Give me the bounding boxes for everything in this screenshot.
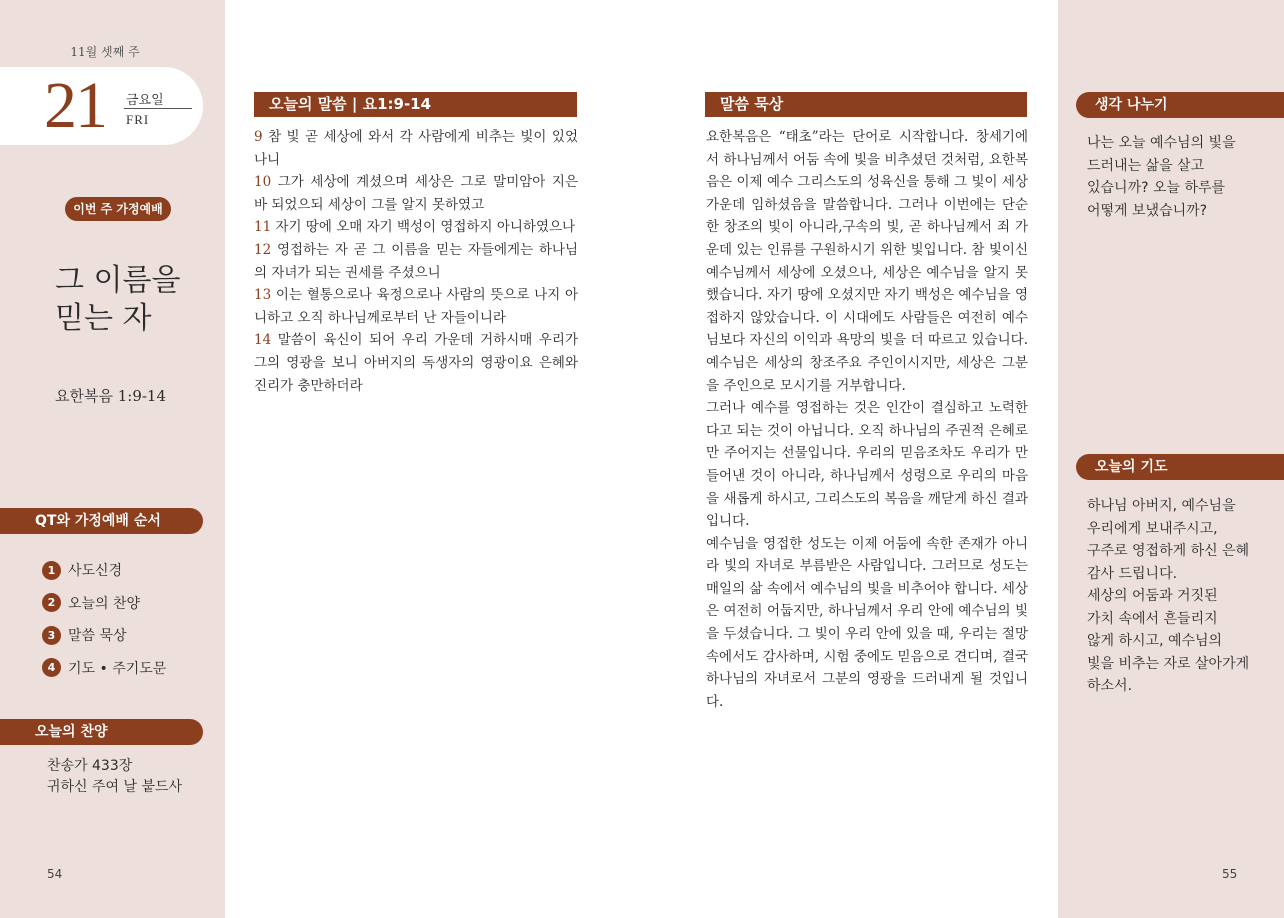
share-heading: 생각 나누기 <box>1076 92 1284 118</box>
page-number-right: 55 <box>1222 867 1238 881</box>
topic-title: 그 이름을 믿는 자 <box>55 263 181 336</box>
weekly-worship-badge: 이번 주 가정예배 <box>65 197 171 221</box>
week-label: 11월 셋째 주 <box>70 45 140 59</box>
weekday-divider <box>124 108 192 109</box>
order-heading: QT와 가정예배 순서 <box>0 508 203 534</box>
order-number-badge: 2 <box>42 593 61 612</box>
hymn-title: 귀하신 주여 날 붙드사 <box>47 779 183 795</box>
order-number-badge: 4 <box>42 658 61 677</box>
hymn-heading: 오늘의 찬양 <box>0 719 203 745</box>
meditation-heading: 말씀 묵상 <box>705 92 1027 117</box>
meditation-body <box>706 126 1028 713</box>
verse-number: 9 <box>254 129 263 145</box>
page-number-left: 54 <box>47 867 63 881</box>
share-text: 나는 오늘 예수님의 빛을 드러내는 삶을 살고 있습니까? 오늘 하루를 어떻게 보냈습니까? <box>1087 135 1236 219</box>
verse <box>254 329 578 397</box>
verse-text: 이는 혈통으로나 육정으로나 사람의 뜻으로 나지 아니하고 오직 하나님께로부터 난 자들이니라 <box>254 287 579 326</box>
date-number: 21 <box>44 69 106 142</box>
verse-number: 14 <box>254 332 272 349</box>
order-item <box>42 619 166 652</box>
order-item <box>42 652 166 685</box>
verse-number: 13 <box>254 287 272 304</box>
order-item <box>42 554 166 587</box>
verse-text: 참 빛 곧 세상에 와서 각 사람에게 비추는 빛이 있었나니 <box>254 129 578 168</box>
hymn-number: 찬송가 433장 <box>47 758 133 774</box>
weekday-english: FRI <box>126 112 150 127</box>
scripture-reference: 요한복음 1:9-14 <box>55 387 167 405</box>
verse <box>254 126 578 171</box>
prayer-heading: 오늘의 기도 <box>1076 454 1284 480</box>
verse-text: 영접하는 자 곧 그 이름을 믿는 자들에게는 하나님의 자녀가 되는 권세를 주셨으니 <box>254 241 578 281</box>
verse-text: 자기 땅에 오매 자기 백성이 영접하지 아니하였으나 <box>275 219 576 236</box>
scripture-verses <box>254 126 578 397</box>
meditation-paragraph: 요한복음은 “태초”라는 단어로 시작합니다. 창세기에서 하나님께서 어둠 속에 빛을 비추셨던 것처럼, 요한복음은 이제 예수 그리스도의 성육신을 통해 그 빛이 세상 가운데 임하셨음을 말씀합니다. 그러나 이번에는 단순한 창조의 빛이 아니라,구속의 빛, 곧 하나님께서 죄 가운데 있는 인류를 구원하시기 위한 빛입니다. 참 빛이신 예수님께서 세상에 오셨으나, 세상은 예수님을 알지 못했습니다. 자기 땅에 오셨지만 자기 백성은 예수님을 영접하지 않았습니다. 이 시대에도 사람들은 여전히 예수님보다 자신의 이익과 욕망의 빛을 더 따르고 있습니다. 예수님은 세상의 창조주요 주인이시지만, 세상은 그분을 주인으로 모시기를 거부합니다. <box>706 129 1028 394</box>
hymn-info <box>47 756 182 798</box>
order-number-badge: 1 <box>42 561 61 580</box>
prayer-text: 하나님 아버지, 예수님을 우리에게 보내주시고, 구주로 영접하게 하신 은혜 감사 드립니다. 세상의 어둠과 거짓된 가치 속에서 흔들리지 않게 하시고, 예수님의 빛을 비추는 자로 살아가게 하소서. <box>1087 498 1250 694</box>
verse <box>254 171 578 216</box>
verse-number: 10 <box>254 174 272 191</box>
verse <box>254 216 578 239</box>
meditation-paragraph: 예수님을 영접한 성도는 이제 어둠에 속한 존재가 아니라 빛의 자녀로 부름받은 사람입니다. 그러므로 성도는 매일의 삶 속에서 예수님의 빛을 비추어야 합니다. 세상은 여전히 어둡지만, 하나님께서 우리 안에 예수님의 빛을 두셨습니다. 그 빛이 우리 안에 있을 때, 우리는 절망 속에서도 감사하며, 시험 중에도 믿음으로 견디며, 결국 하나님의 자녀로서 그분의 영광을 드러내게 될 것입니다. <box>706 535 1028 710</box>
verse-number: 12 <box>254 241 272 258</box>
verse-text: 말씀이 육신이 되어 우리 가운데 거하시매 우리가 그의 영광을 보니 아버지의 독생자의 영광이요 은혜와 진리가 충만하더라 <box>254 332 578 394</box>
meditation-paragraph: 그러나 예수를 영접하는 것은 인간이 결심하고 노력한다고 되는 것이 아닙니다. 오직 하나님의 주권적 은혜로만 주어지는 선물입니다. 우리의 믿음조차도 우리가 만들어낸 것이 아니라, 하나님께서 성령으로 우리의 마음을 새롭게 하시고, 그리스도의 복음을 깨닫게 하신 결과입니다. <box>706 400 1028 530</box>
order-item-label: 말씀 묵상 <box>68 628 127 645</box>
weekday-korean: 금요일 <box>126 93 164 108</box>
order-item <box>42 587 166 620</box>
order-list <box>42 554 166 684</box>
scripture-heading: 오늘의 말씀 | 요1:9-14 <box>254 92 577 117</box>
verse-text: 그가 세상에 계셨으며 세상은 그로 말미암아 지은 바 되었으되 세상이 그를 알지 못하였고 <box>254 174 578 213</box>
verse-number: 11 <box>254 219 272 236</box>
verse <box>254 284 578 329</box>
verse <box>254 239 578 284</box>
order-number-badge: 3 <box>42 626 61 645</box>
order-item-label: 기도 • 주기도문 <box>68 660 167 677</box>
order-item-label: 오늘의 찬양 <box>68 595 141 612</box>
order-item-label: 사도신경 <box>68 563 123 580</box>
